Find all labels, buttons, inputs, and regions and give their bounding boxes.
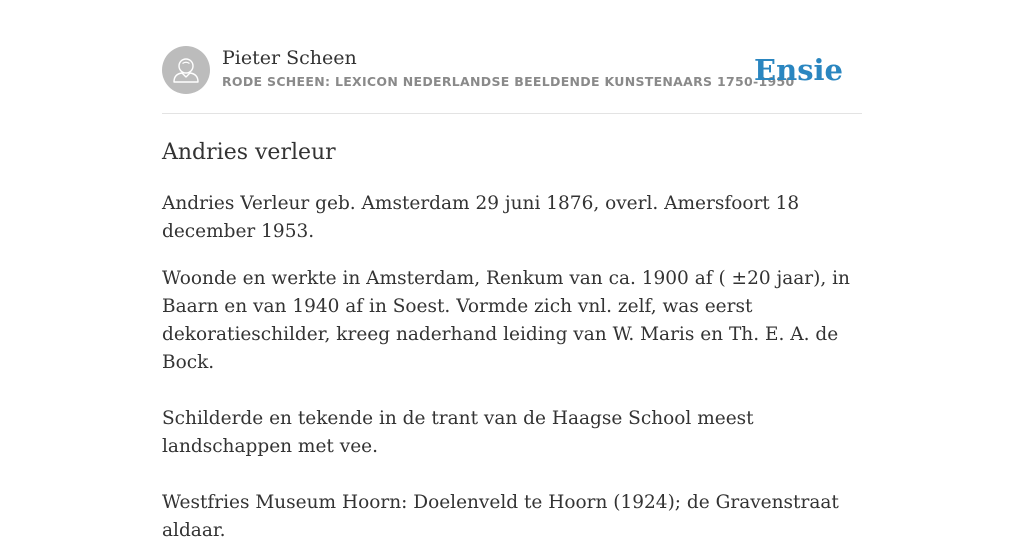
article-paragraph: Woonde en werkte in Amsterdam, Renkum van ca. 1900 af ( ±20 jaar), in Baarn en van 1940 af in Soest. Vormde zich vnl. zelf, was eerst dekoratieschilder, kreeg naderhand leiding van W. Maris en Th. E. A. de Bock. (162, 268, 850, 373)
ensie-logo[interactable]: Ensie (754, 53, 843, 87)
article-title: Andries verleur (162, 140, 336, 165)
source-name[interactable]: RODE SCHEEN: LEXICON NEDERLANDSE BEELDENDE KUNSTENAARS 1750-1950 (222, 74, 795, 89)
user-outline-icon (162, 46, 210, 94)
author-header (162, 46, 862, 96)
article-content (162, 138, 864, 545)
author-avatar[interactable] (162, 46, 210, 94)
article-paragraph: Schilderde en tekende in de trant van de Haagse School meest landschappen met vee. (162, 408, 754, 457)
article-paragraph: Andries Verleur geb. Amsterdam 29 juni 1876, overl. Amersfoort 18 december 1953. (162, 193, 800, 242)
header-divider (162, 113, 862, 114)
author-name[interactable]: Pieter Scheen (222, 47, 357, 69)
article-paragraph: Westfries Museum Hoorn: Doelenveld te Hoorn (1924); de Gravenstraat aldaar. (162, 492, 839, 541)
